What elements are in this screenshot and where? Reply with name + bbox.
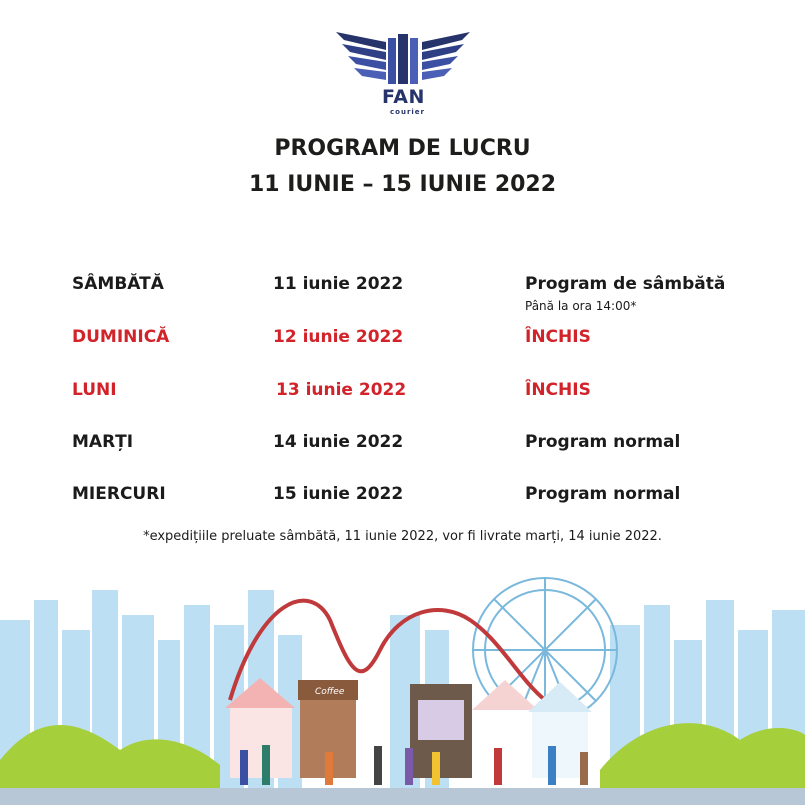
logo-wordmark: FAN <box>382 86 425 108</box>
status-label: ÎNCHIS <box>525 380 591 400</box>
footnote: *expedițiile preluate sâmbătă, 11 iunie 2022, vor fi livrate marți, 14 iunie 2022. <box>143 529 662 544</box>
shop-stall <box>410 684 472 778</box>
ground <box>0 788 805 805</box>
day-label: MIERCURI <box>72 484 166 504</box>
logo-subtitle: courier <box>390 108 425 116</box>
day-label: MARȚI <box>72 432 134 452</box>
status-label: Program de sâmbătă <box>525 274 726 294</box>
schedule-row <box>0 380 805 410</box>
page-subtitle: 11 IUNIE – 15 IUNIE 2022 <box>248 172 557 197</box>
status-label: Program normal <box>525 484 681 504</box>
city-fair-illustration <box>0 560 805 805</box>
fan-courier-logo <box>334 28 474 128</box>
day-label: LUNI <box>72 380 117 400</box>
schedule-row <box>0 274 805 304</box>
date-label: 12 iunie 2022 <box>273 327 404 347</box>
day-label: DUMINICĂ <box>72 327 170 347</box>
day-label: SÂMBĂTĂ <box>72 274 164 294</box>
date-label: 11 iunie 2022 <box>273 274 404 294</box>
date-label: 14 iunie 2022 <box>273 432 404 452</box>
status-label: ÎNCHIS <box>525 327 591 347</box>
schedule-row <box>0 484 805 514</box>
date-label: 15 iunie 2022 <box>273 484 404 504</box>
page-title: PROGRAM DE LUCRU <box>274 136 531 161</box>
schedule-row <box>0 432 805 462</box>
coffee-sign: Coffee <box>315 687 345 697</box>
status-label: Program normal <box>525 432 681 452</box>
hours-note: Până la ora 14:00* <box>525 299 637 313</box>
date-label: 13 iunie 2022 <box>276 380 407 400</box>
schedule-row <box>0 327 805 357</box>
